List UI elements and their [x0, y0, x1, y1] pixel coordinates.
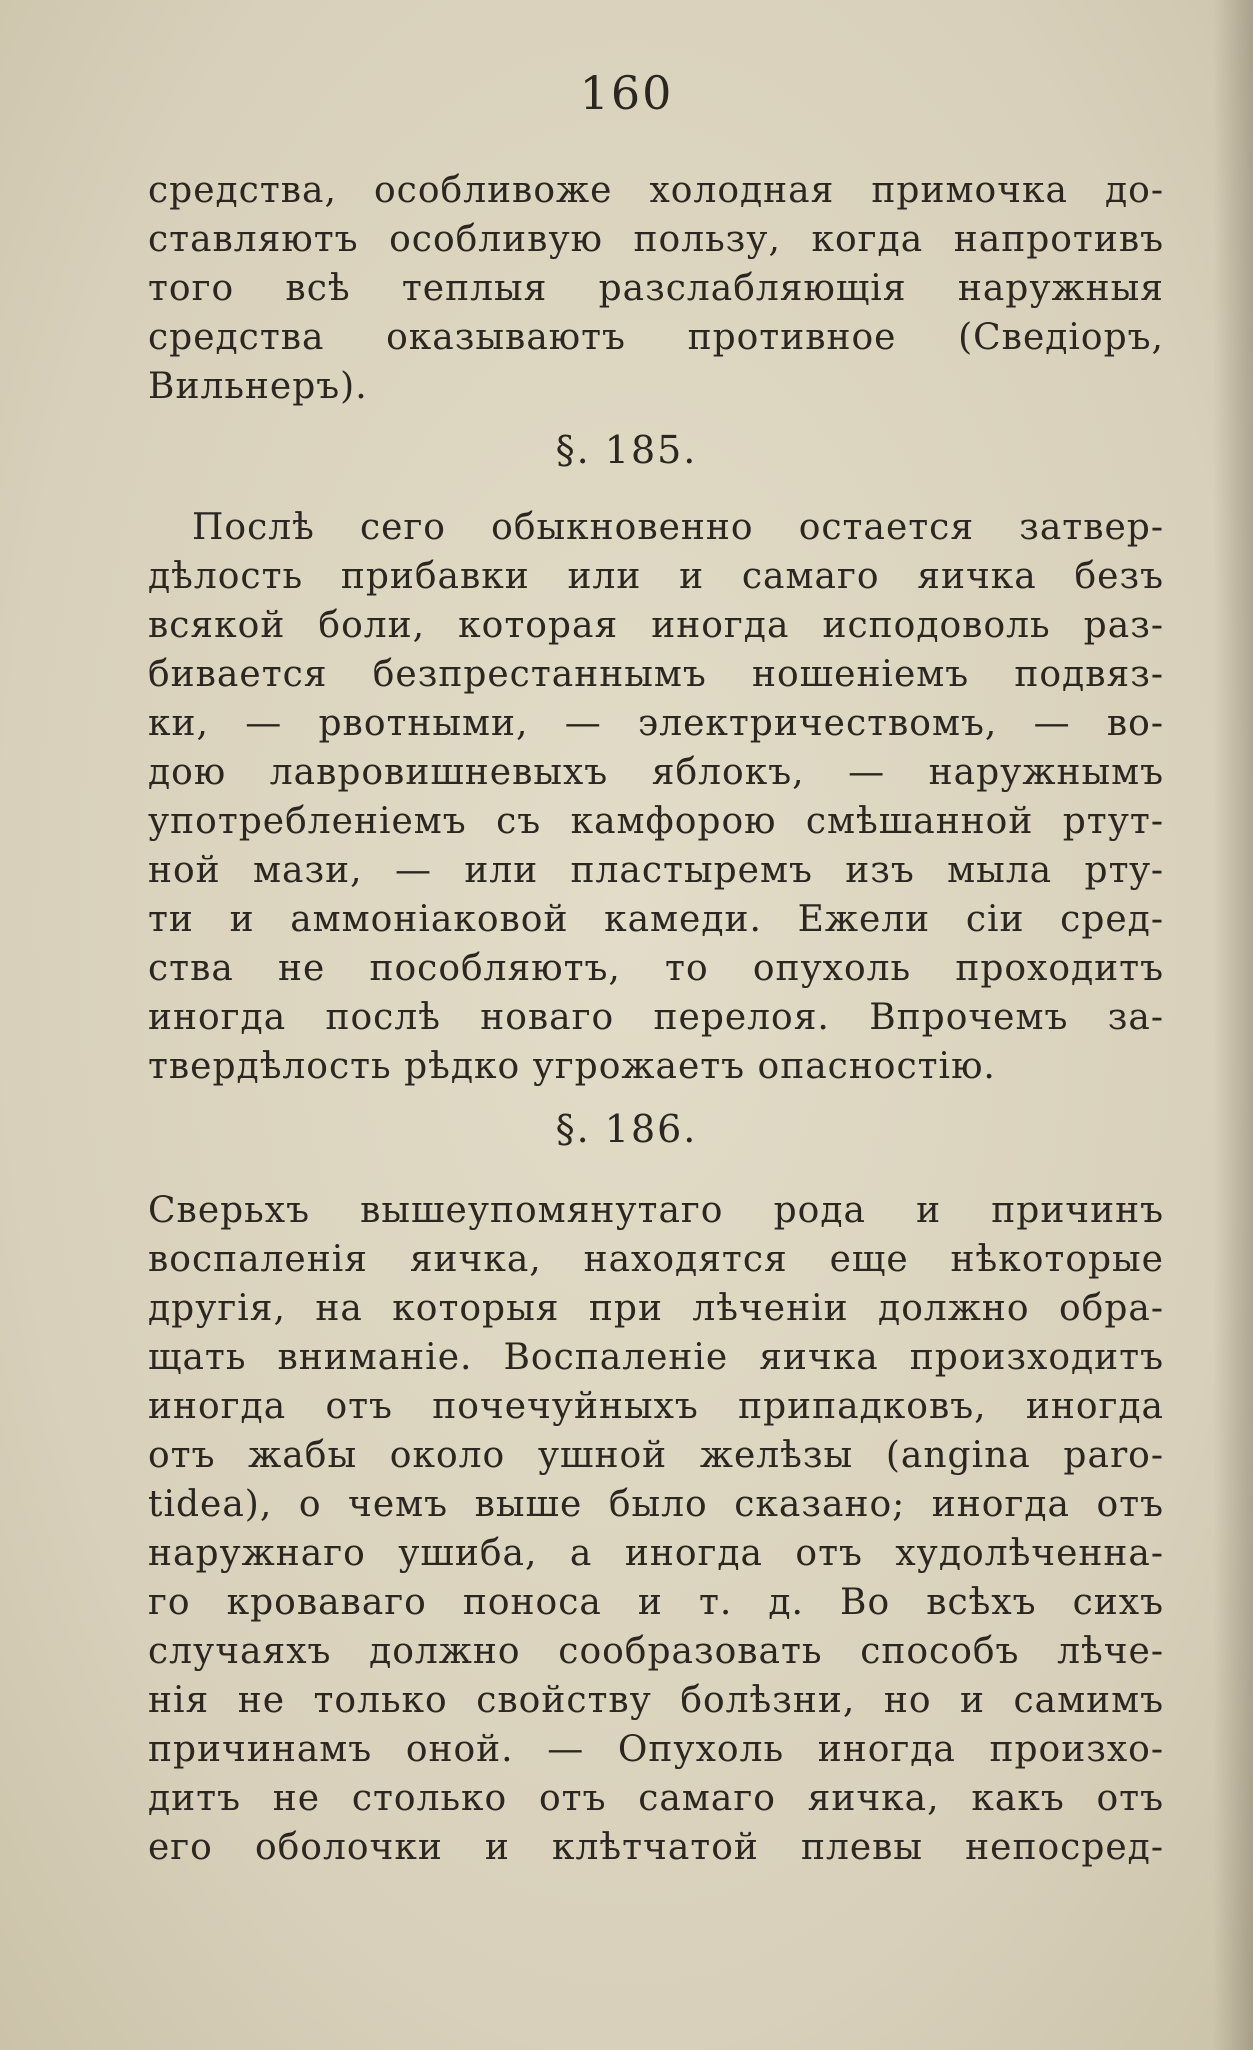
text-line: Послѣ сего обыкновенно остается затвер- — [192, 507, 1164, 548]
text-line: tidea), о чемъ выше было сказано; иногда отъ — [148, 1484, 1164, 1525]
text-line: нія не только свойству болѣзни, но и самимъ — [148, 1680, 1164, 1721]
text-line: иногда послѣ новаго перелоя. Впрочемъ за- — [148, 997, 1164, 1038]
text-line: щать вниманіе. Воспаленіе яичка произходитъ — [148, 1337, 1164, 1378]
page-number: 160 — [579, 66, 674, 120]
text-line: средства оказываютъ противное (Сведіоръ, — [148, 317, 1164, 358]
text-line: ной мази, — или пластыремъ изъ мыла ртy- — [148, 850, 1164, 891]
page-edge-shadow — [1213, 0, 1253, 2050]
section-heading-186: §. 186. — [555, 1107, 698, 1151]
continued-paragraph — [148, 166, 1164, 411]
text-line: воспаленія яичка, находятся еще нѣкоторые — [148, 1239, 1164, 1280]
text-line: ти и аммоніаковой камеди. Ежели сіи сред- — [148, 899, 1164, 940]
text-line: употребленіемъ съ камфорою смѣшанной ртут- — [148, 801, 1164, 842]
text-line: бивается безпрестаннымъ ношеніемъ подвяз- — [148, 654, 1164, 695]
text-line: дитъ не столько отъ самаго яичка, какъ отъ — [148, 1778, 1164, 1819]
text-line: другія, на которыя при лѣченіи должно обра- — [148, 1288, 1164, 1329]
text-line: ставляютъ особливую пользу, когда напротивъ — [148, 219, 1164, 260]
text-line: всякой боли, которая иногда исподоволь раз- — [148, 605, 1164, 646]
text-line: иногда отъ почечуйныхъ припадковъ, иногда — [148, 1386, 1164, 1427]
text-line: того всѣ теплыя разслабляющія наружныя — [148, 268, 1164, 309]
text-line: средства, особливоже холодная примочка до- — [148, 170, 1164, 211]
text-line: Вильнеръ). — [148, 366, 368, 407]
text-line: случаяхъ должно сообразовать способъ лѣче- — [148, 1631, 1164, 1672]
text-line: Сверьхъ вышеупомянутаго рода и причинъ — [148, 1190, 1164, 1231]
section-186-paragraph — [148, 1186, 1164, 1872]
text-line: его оболочки и клѣтчатой плевы непосред- — [148, 1827, 1164, 1868]
text-line: дою лавровишневыхъ яблокъ, — наружнымъ — [148, 752, 1164, 793]
text-line: ства не пособляютъ, то опухоль проходитъ — [148, 948, 1164, 989]
text-line: твердѣлость рѣдко угрожаетъ опасностію. — [148, 1046, 996, 1087]
text-line: дѣлость прибавки или и самаго яичка безъ — [148, 556, 1164, 597]
text-line: ки, — рвотными, — электричествомъ, — во- — [148, 703, 1164, 744]
text-line: наружнаго ушиба, а иногда отъ худолѣченна- — [148, 1533, 1164, 1574]
section-heading-185: §. 185. — [555, 428, 698, 472]
text-line: отъ жабы около ушной желѣзы (angina paro- — [148, 1435, 1164, 1476]
text-line: причинамъ оной. — Опухоль иногда произхо- — [148, 1729, 1164, 1770]
text-line: го кроваваго поноса и т. д. Во всѣхъ сихъ — [148, 1582, 1164, 1623]
section-185-paragraph — [148, 503, 1164, 1091]
